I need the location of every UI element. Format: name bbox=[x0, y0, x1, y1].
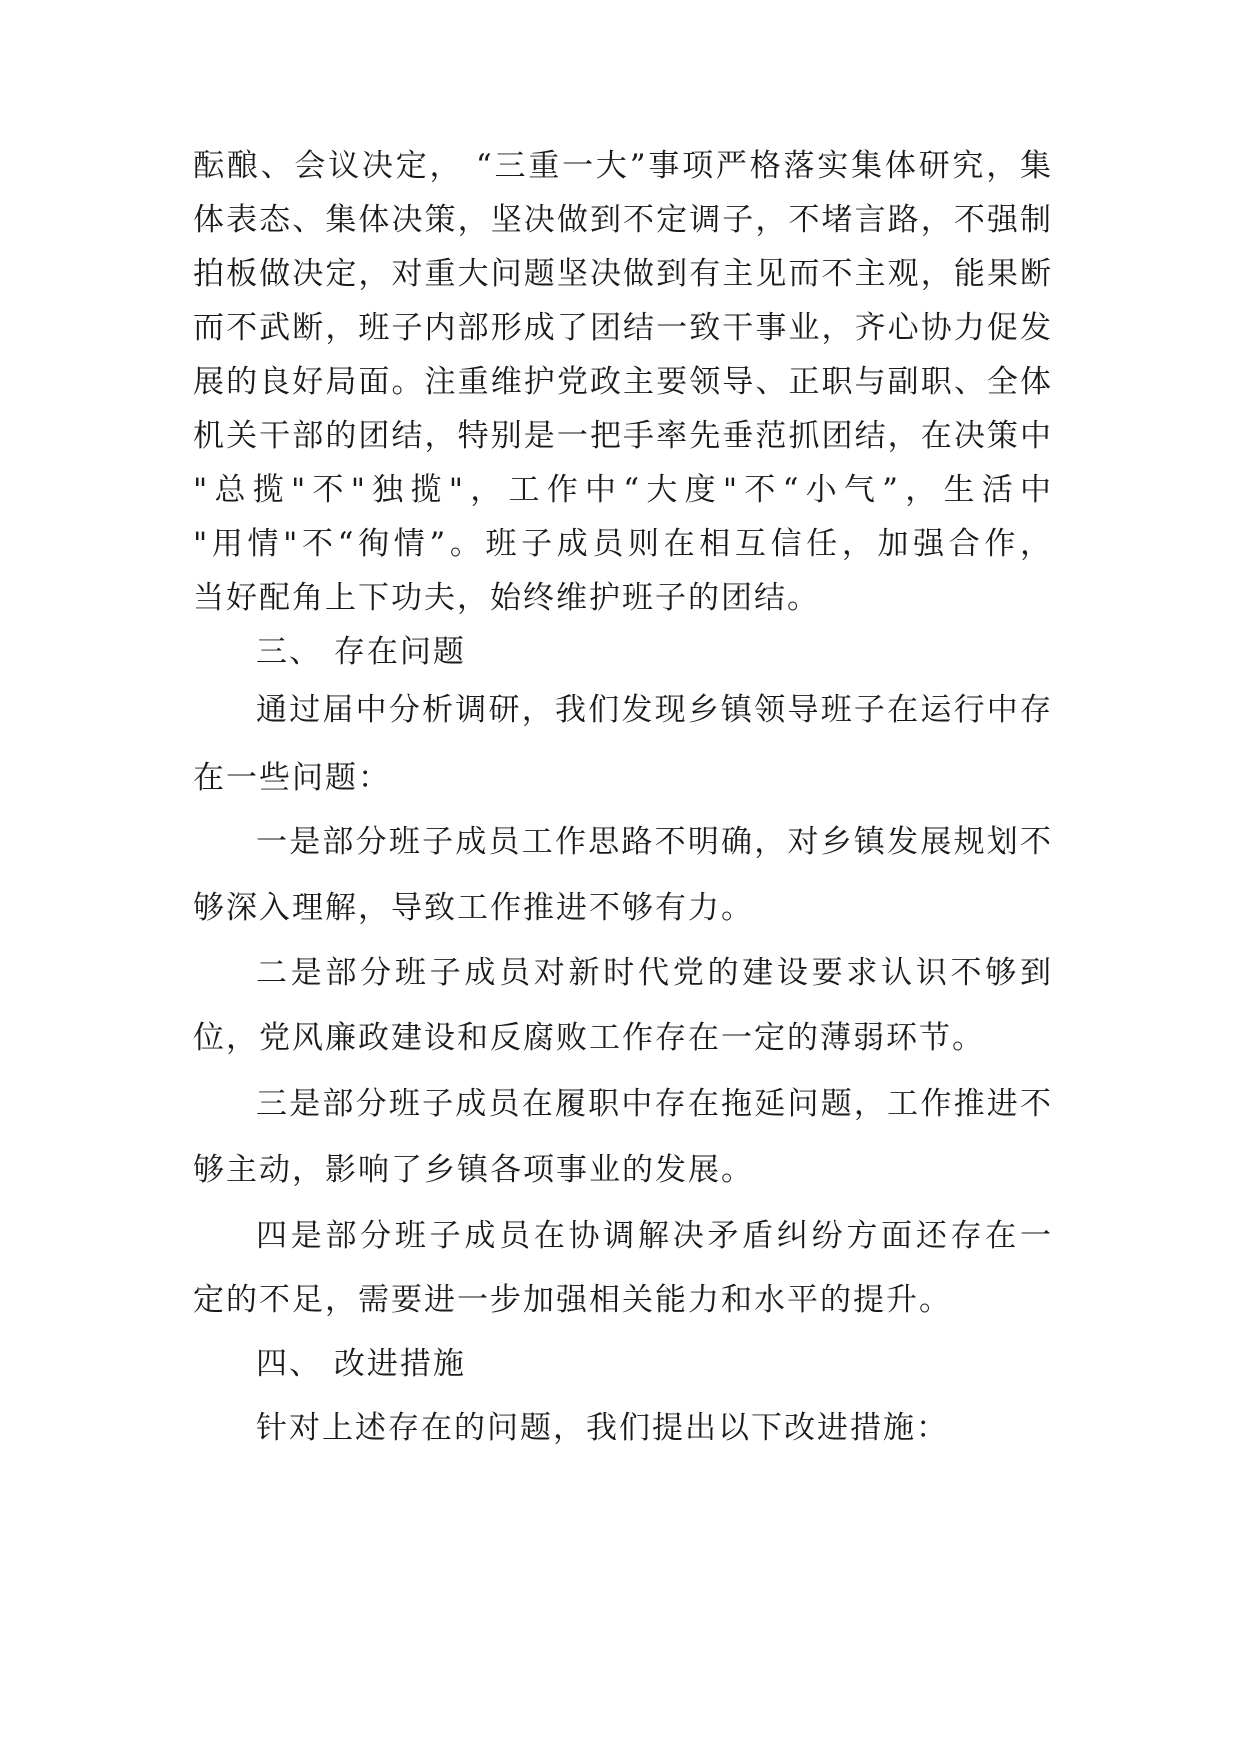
paragraph-line: 而不武断，班子内部形成了团结一致干事业，齐心协力促发 bbox=[193, 310, 1053, 346]
list-item-line: 三是部分班子成员在履职中存在拖延问题，工作推进不 bbox=[256, 1086, 1053, 1122]
paragraph-line: 机关干部的团结，特别是一把手率先垂范抓团结，在决策中 bbox=[193, 418, 1053, 454]
paragraph-line: 通过届中分析调研，我们发现乡镇领导班子在运行中存 bbox=[256, 692, 1053, 728]
paragraph-line: 酝酿、会议决定， “三重一大”事项严格落实集体研究，集 bbox=[193, 148, 1053, 184]
list-item-line: 二是部分班子成员对新时代党的建设要求认识不够到 bbox=[256, 955, 1053, 991]
list-item-line: 一是部分班子成员工作思路不明确，对乡镇发展规划不 bbox=[256, 824, 1053, 860]
paragraph-line: "总揽"不"独揽"，工作中“大度"不“小气”，生活中 bbox=[193, 472, 1053, 508]
list-item-line: 够深入理解，导致工作推进不够有力。 bbox=[193, 890, 754, 926]
section-heading: 三、 存在问题 bbox=[256, 634, 466, 670]
paragraph-line: 拍板做决定，对重大问题坚决做到有主见而不主观，能果断 bbox=[193, 256, 1053, 292]
list-item-line: 四是部分班子成员在协调解决矛盾纠纷方面还存在一 bbox=[256, 1218, 1053, 1254]
paragraph-line: 展的良好局面。注重维护党政主要领导、正职与副职、全体 bbox=[193, 364, 1053, 400]
list-item-line: 位，党风廉政建设和反腐败工作存在一定的薄弱环节。 bbox=[193, 1020, 985, 1056]
paragraph-line: 针对上述存在的问题，我们提出以下改进措施： bbox=[256, 1410, 949, 1446]
paragraph-line: 当好配角上下功夫，始终维护班子的团结。 bbox=[193, 580, 820, 616]
paragraph-line: "用情"不“徇情”。班子成员则在相互信任，加强合作， bbox=[193, 526, 1053, 562]
list-item-line: 够主动，影响了乡镇各项事业的发展。 bbox=[193, 1152, 754, 1188]
paragraph-line: 体表态、集体决策，坚决做到不定调子，不堵言路，不强制 bbox=[193, 202, 1053, 238]
section-heading: 四、 改进措施 bbox=[256, 1346, 466, 1382]
paragraph-line: 在一些问题： bbox=[193, 760, 391, 796]
list-item-line: 定的不足，需要进一步加强相关能力和水平的提升。 bbox=[193, 1282, 952, 1318]
